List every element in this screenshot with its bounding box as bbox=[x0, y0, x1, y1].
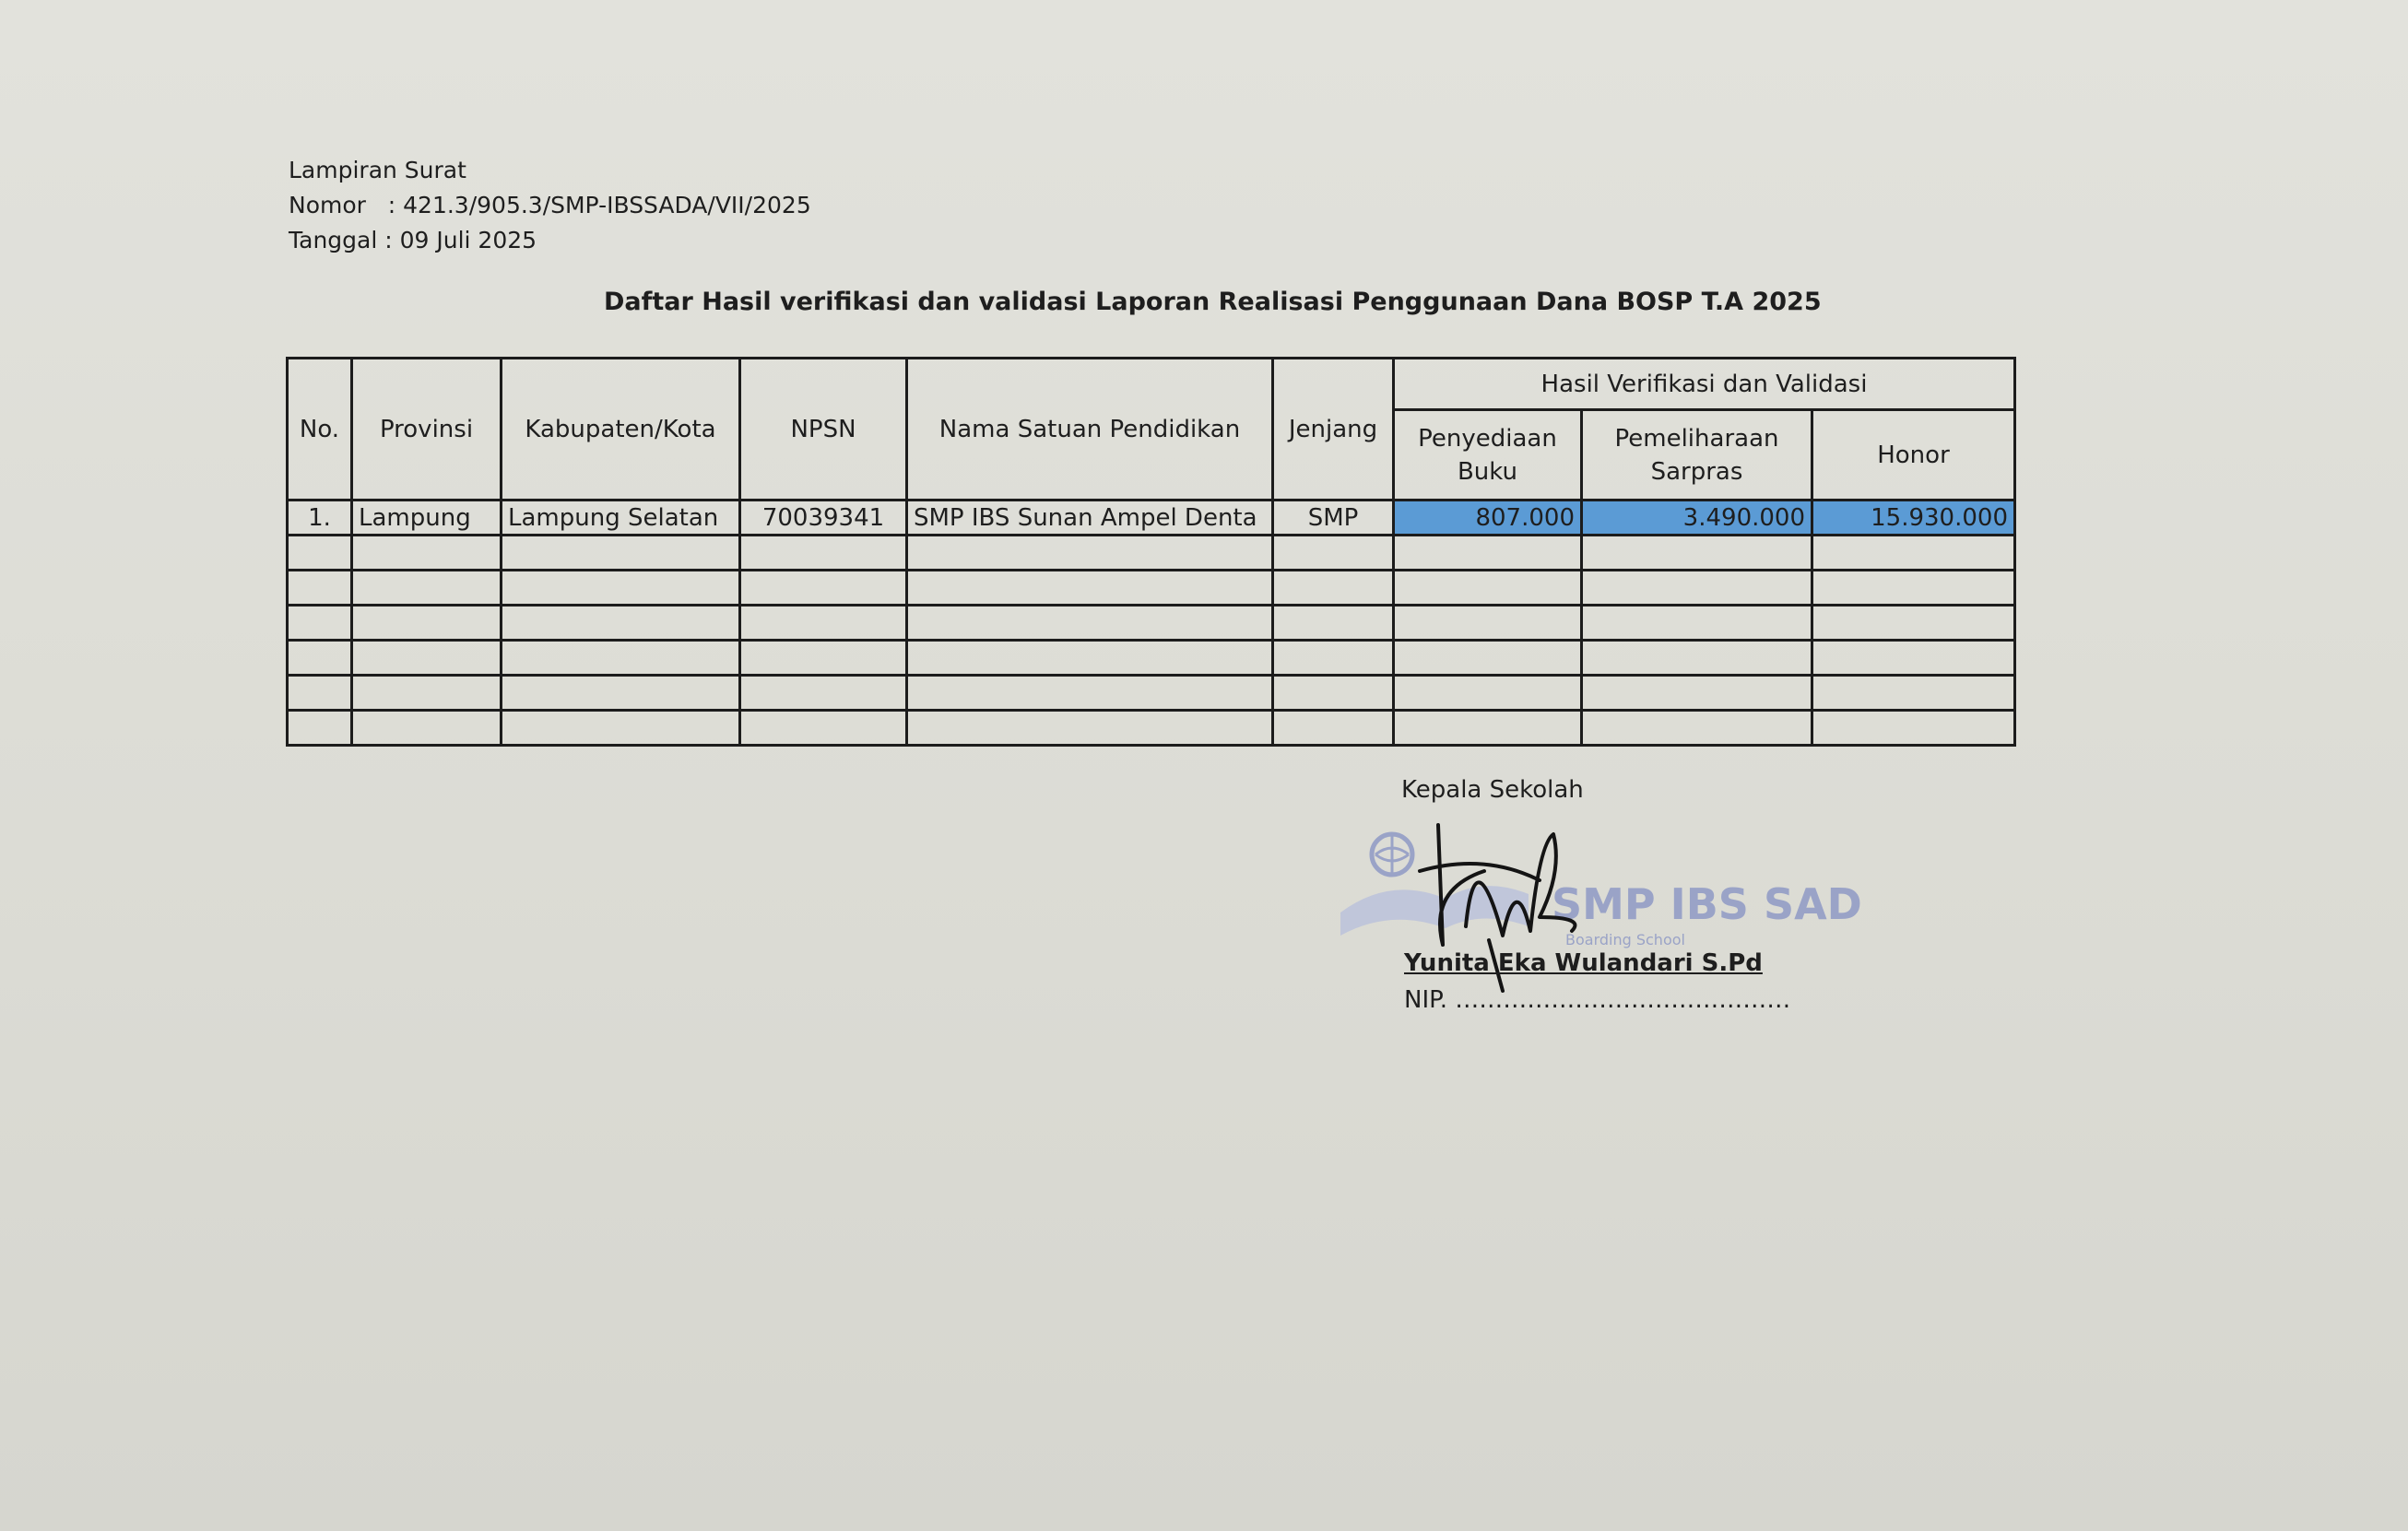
table-row-empty bbox=[288, 606, 2015, 641]
cell-kabupaten: Lampung Selatan bbox=[502, 501, 740, 536]
signer-nip: NIP. …………………………………… bbox=[1404, 986, 1791, 1014]
letter-header bbox=[289, 153, 811, 258]
signer-name: Yunita Eka Wulandari S.Pd bbox=[1404, 949, 1763, 977]
header-penyediaan-buku bbox=[1394, 410, 1582, 501]
cell-pemeliharaan-sarpras: 3.490.000 bbox=[1582, 501, 1812, 536]
cell-penyediaan-buku: 807.000 bbox=[1394, 501, 1582, 536]
table-row-empty bbox=[288, 571, 2015, 606]
table-row bbox=[288, 501, 2015, 536]
header-buku-line2: Buku bbox=[1457, 457, 1518, 486]
header-sarpras-line2: Sarpras bbox=[1650, 457, 1743, 486]
table-row-empty bbox=[288, 641, 2015, 676]
header-pemeliharaan-sarpras bbox=[1582, 410, 1812, 501]
header-nama-satuan: Nama Satuan Pendidikan bbox=[907, 359, 1273, 501]
header-buku-line1: Penyediaan bbox=[1418, 424, 1557, 453]
table-row-empty bbox=[288, 711, 2015, 746]
header-jenjang: Jenjang bbox=[1273, 359, 1394, 501]
table-row-empty bbox=[288, 676, 2015, 711]
cell-provinsi: Lampung bbox=[352, 501, 502, 536]
cell-no: 1. bbox=[288, 501, 352, 536]
stamp-subtext: Boarding School bbox=[1565, 931, 1685, 948]
header-no: No. bbox=[288, 359, 352, 501]
cell-npsn: 70039341 bbox=[740, 501, 907, 536]
verification-table bbox=[286, 357, 2016, 747]
cell-jenjang: SMP bbox=[1273, 501, 1394, 536]
cell-nama-satuan: SMP IBS Sunan Ampel Denta bbox=[907, 501, 1273, 536]
header-sarpras-line1: Pemeliharaan bbox=[1614, 424, 1779, 453]
stamp-text: SMP IBS SAD bbox=[1552, 879, 1862, 929]
header-npsn: NPSN bbox=[740, 359, 907, 501]
document-title: Daftar Hasil verifikasi dan validasi Laporan Realisasi Penggunaan Dana BOSP T.A 2025 bbox=[604, 288, 1822, 316]
tanggal-line: Tanggal : 09 Juli 2025 bbox=[289, 227, 537, 253]
signer-role: Kepala Sekolah bbox=[1401, 776, 1584, 804]
nomor-line: Nomor : 421.3/905.3/SMP-IBSSADA/VII/2025 bbox=[289, 192, 811, 218]
header-provinsi: Provinsi bbox=[352, 359, 502, 501]
header-kabupaten: Kabupaten/Kota bbox=[502, 359, 740, 501]
cell-honor: 15.930.000 bbox=[1812, 501, 2015, 536]
header-hasil-verifikasi: Hasil Verifikasi dan Validasi bbox=[1394, 359, 2015, 410]
table-row-empty bbox=[288, 536, 2015, 571]
header-honor: Honor bbox=[1812, 410, 2015, 501]
lampiran-label: Lampiran Surat bbox=[289, 157, 466, 183]
